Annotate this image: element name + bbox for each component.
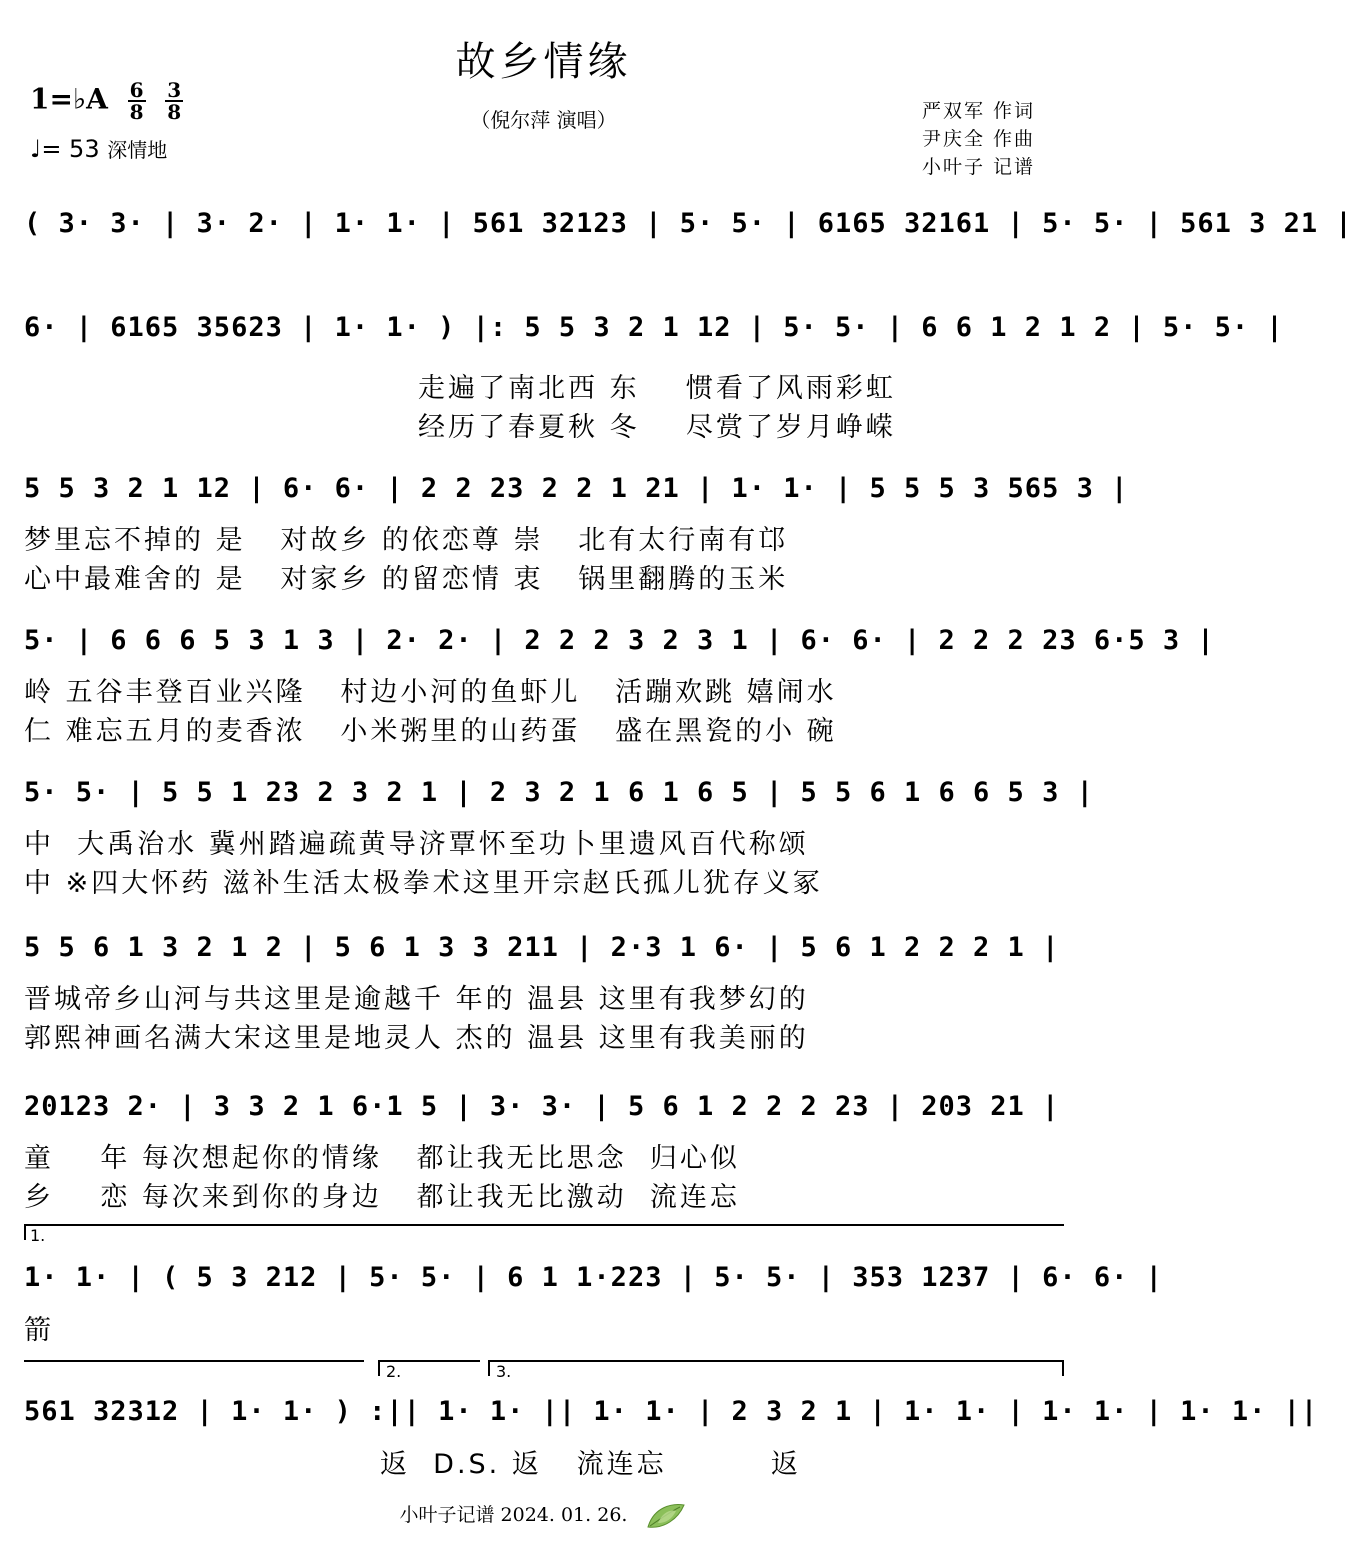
score-line-4: 5· | 6 6 6 5 3 1 3 | 2· 2· | 2 2 2 3 2 3 1 | 6· 6· | 2 2 2 23 6·5 3 | bbox=[24, 625, 1215, 656]
score-line-1: ( 3· 3· | 3· 2· | 1· 1· | 561 32123 | 5· 5· | 6165 32161 | 5· 5· | 561 3 21 | bbox=[24, 208, 1353, 239]
volta-label-2: 2. bbox=[386, 1362, 402, 1381]
key-label: 1=♭A bbox=[30, 82, 108, 116]
lyric-line-8: 箭 bbox=[24, 1315, 54, 1346]
volta-label-1: 1. bbox=[30, 1226, 46, 1245]
key-signature bbox=[30, 80, 183, 122]
score-line-6: 5 5 6 1 3 2 1 2 | 5 6 1 3 3 211 | 2·3 1 6· | 5 6 1 2 2 2 1 | bbox=[24, 932, 1060, 963]
score-line-5: 5· 5· | 5 5 1 23 2 3 2 1 | 2 3 2 1 6 1 6 5 | 5 5 6 1 6 6 5 3 | bbox=[24, 777, 1094, 808]
lyric-line-2-verse-1: 走遍了南北西 东 惯看了风雨彩虹 bbox=[418, 373, 896, 404]
volta-bracket-3 bbox=[488, 1360, 1064, 1376]
lyric-line-9: 返 D.S. 返 流连忘 返 bbox=[380, 1449, 801, 1480]
lyric-line-5-verse-1: 中 大禹治水 冀州踏遍疏黄导济覃怀至功卜里遗风百代称颂 bbox=[24, 829, 809, 860]
tempo-marking bbox=[30, 134, 167, 163]
time-signature-6-8: $\frac{6}{8}$ bbox=[129, 78, 144, 124]
score-line-2: 6· | 6165 35623 | 1· 1· ) |: 5 5 3 2 1 12 | 5· 5· | 6 6 1 2 1 2 | 5· 5· | bbox=[24, 312, 1284, 343]
singer-credit: （倪尔萍 演唱） bbox=[470, 108, 617, 132]
lyric-line-6-verse-2: 郭熙神画名满大宋这里是地灵人 杰的 温县 这里有我美丽的 bbox=[24, 1023, 809, 1054]
mood-marking: 深情地 bbox=[107, 138, 168, 162]
song-title: 故乡情缘 bbox=[455, 39, 632, 85]
score-line-8: 1· 1· | ( 5 3 212 | 5· 5· | 6 1 1·223 | 5· 5· | 353 1237 | 6· 6· | bbox=[24, 1262, 1163, 1293]
volta-bracket-1 bbox=[24, 1224, 1064, 1240]
footer bbox=[0, 1500, 1087, 1531]
score-line-7: 20123 2· | 3 3 2 1 6·1 5 | 3· 3· | 5 6 1 2 2 2 23 | 203 21 | bbox=[24, 1091, 1060, 1122]
lyric-line-6-verse-1: 晋城帝乡山河与共这里是逾越千 年的 温县 这里有我梦幻的 bbox=[24, 984, 809, 1015]
lyric-line-4-verse-1: 岭 五谷丰登百业兴隆 村边小河的鱼虾儿 活蹦欢跳 嬉闹水 bbox=[24, 677, 837, 708]
lyric-line-2-verse-2: 经历了春夏秋 冬 尽赏了岁月峥嵘 bbox=[418, 412, 896, 443]
lyricist-credit: 严双军 作词 bbox=[922, 100, 1036, 122]
line-9-top-rule bbox=[24, 1360, 364, 1362]
volta-label-3: 3. bbox=[496, 1362, 512, 1381]
time-signature-3-8: $\frac{3}{8}$ bbox=[167, 78, 182, 124]
lyric-line-7-verse-2: 乡 恋 每次来到你的身边 都让我无比激动 流连忘 bbox=[24, 1182, 740, 1213]
composer-credit: 尹庆全 作曲 bbox=[922, 128, 1036, 150]
transcriber-credit: 小叶子 记谱 bbox=[922, 156, 1036, 178]
lyric-line-4-verse-2: 仁 难忘五月的麦香浓 小米粥里的山药蛋 盛在黑瓷的小 碗 bbox=[24, 716, 837, 747]
lyric-line-3-verse-2: 心中最难舍的 是 对家乡 的留恋情 衷 锅里翻腾的玉米 bbox=[24, 564, 789, 595]
leaf-icon bbox=[644, 1501, 688, 1531]
score-line-9: 561 32312 | 1· 1· ) :|| 1· 1· || 1· 1· | 2 3 2 1 | 1· 1· | 1· 1· | 1· 1· || bbox=[24, 1396, 1319, 1427]
footer-text: 小叶子记谱 2024. 01. 26. bbox=[399, 1504, 628, 1526]
lyric-line-7-verse-1: 童 年 每次想起你的情缘 都让我无比思念 归心似 bbox=[24, 1143, 740, 1174]
tempo-value: ♩= 53 bbox=[30, 135, 100, 163]
lyric-line-3-verse-1: 梦里忘不掉的 是 对故乡 的依恋尊 崇 北有太行南有邙 bbox=[24, 525, 789, 556]
score-line-3: 5 5 3 2 1 12 | 6· 6· | 2 2 23 2 2 1 21 | 1· 1· | 5 5 5 3 565 3 | bbox=[24, 473, 1129, 504]
lyric-line-5-verse-2: 中 ※四大怀药 滋补生活太极拳术这里开宗赵氏孤儿犹存义冢 bbox=[24, 868, 823, 899]
